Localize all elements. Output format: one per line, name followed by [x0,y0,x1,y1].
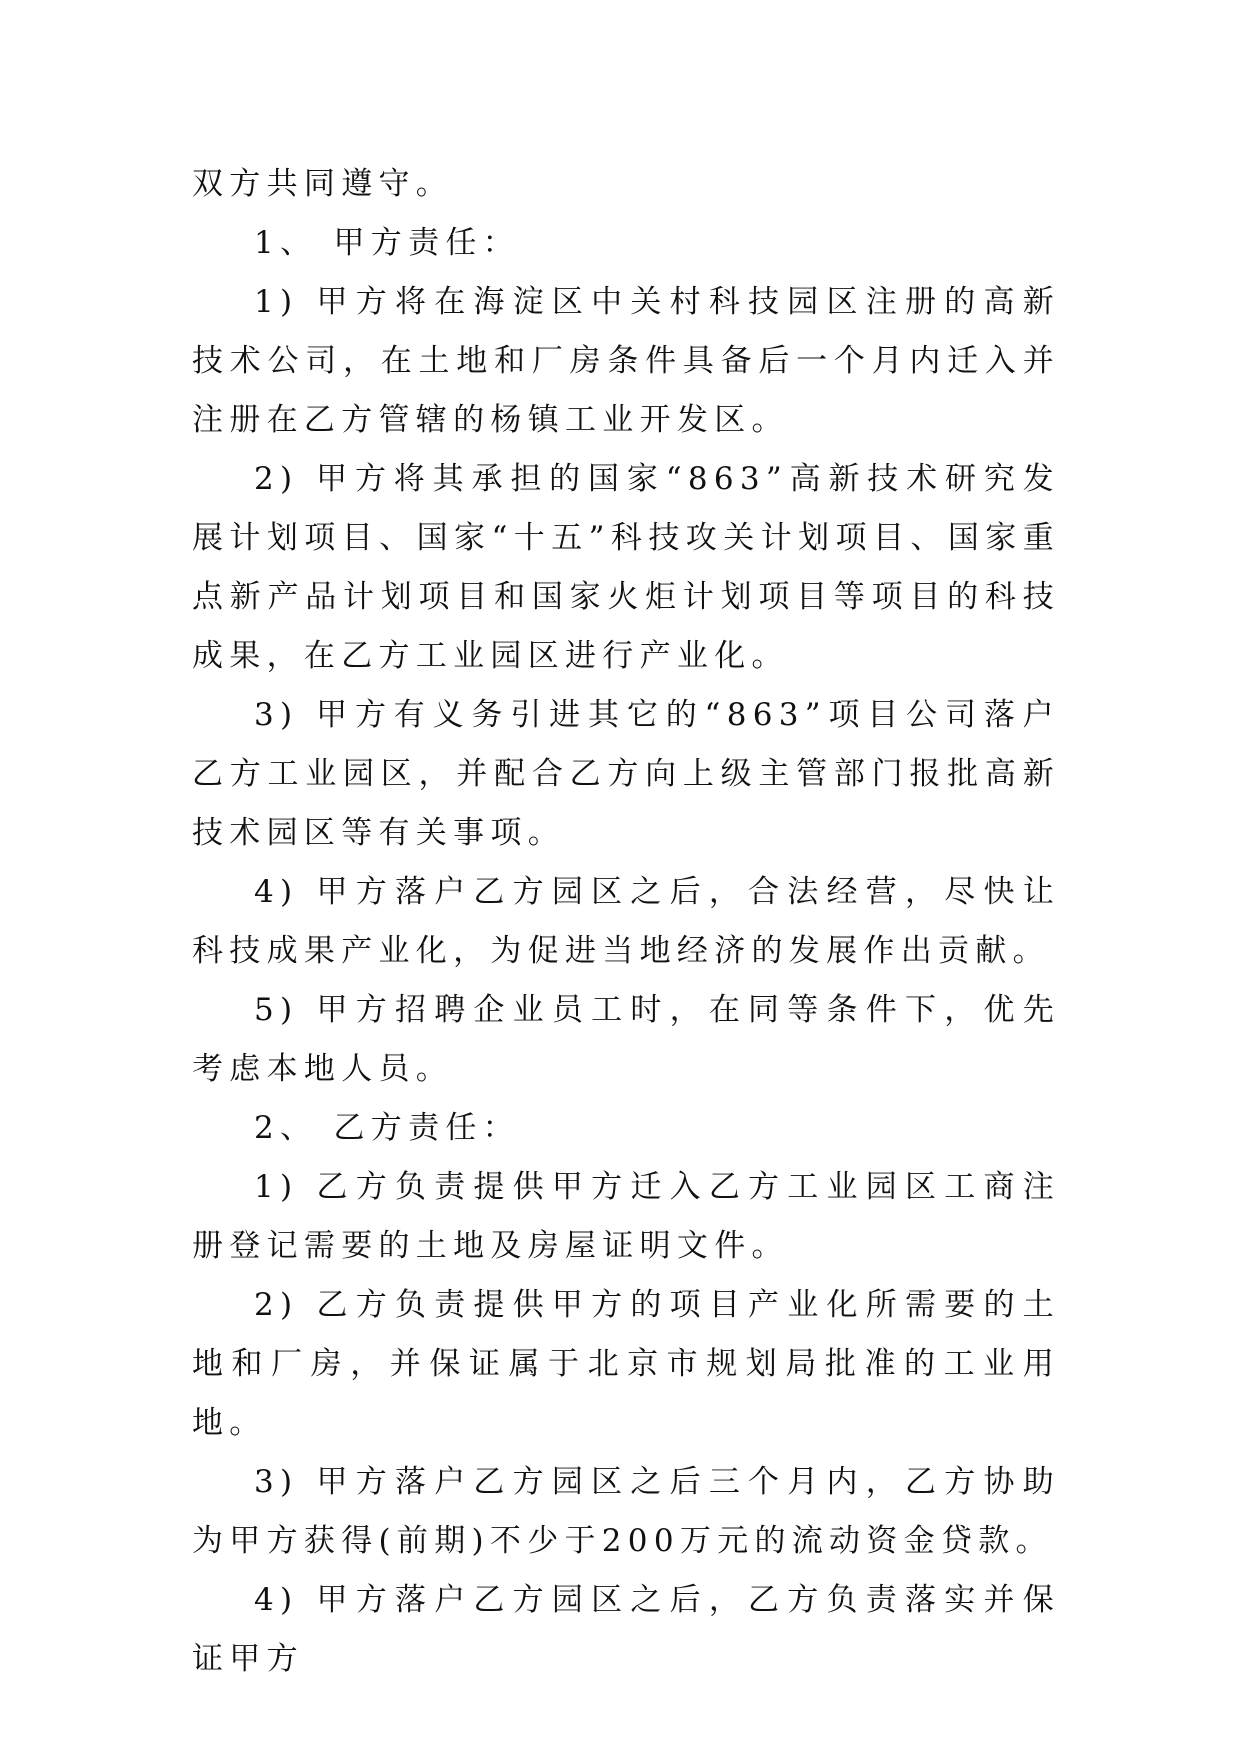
section-heading-party-a: 1、 甲方责任： [254,225,520,261]
party-a-clause-5: 5) 甲方招聘企业员工时，在同等条件下，优先考虑本地人员。 [192,992,1060,1087]
party-a-clause-1: 1) 甲方将在海淀区中关村科技园区注册的高新技术公司，在土地和厂房条件具备后一个月内迁入并注册在乙方管辖的杨镇工业开发区。 [192,284,1060,438]
party-b-clause-4: 4) 甲方落户乙方园区之后，乙方负责落实并保证甲方 [192,1582,1060,1677]
party-a-clause-3: 3) 甲方有义务引进其它的“863”项目公司落户乙方工业园区，并配合乙方向上级主管部门报批高新技术园区等有关事项。 [192,697,1060,851]
document-body [192,155,1060,1689]
paragraph-continuation: 双方共同遵守。 [192,166,454,202]
party-b-clause-2: 2) 乙方负责提供甲方的项目产业化所需要的土地和厂房，并保证属于北京市规划局批准的工业用地。 [192,1287,1060,1441]
party-b-clause-3: 3) 甲方落户乙方园区之后三个月内，乙方协助为甲方获得(前期)不少于200万元的流动资金贷款。 [192,1464,1060,1559]
party-a-clause-2: 2) 甲方将其承担的国家“863”高新技术研究发展计划项目、国家“十五”科技攻关计划项目、国家重点新产品计划项目和国家火炬计划项目等项目的科技成果，在乙方工业园区进行产业化。 [192,461,1060,674]
section-heading-party-b: 2、 乙方责任： [254,1110,520,1146]
party-b-clause-1: 1) 乙方负责提供甲方迁入乙方工业园区工商注册登记需要的土地及房屋证明文件。 [192,1169,1060,1264]
party-a-clause-4: 4) 甲方落户乙方园区之后，合法经营，尽快让科技成果产业化，为促进当地经济的发展作出贡献。 [192,874,1060,969]
